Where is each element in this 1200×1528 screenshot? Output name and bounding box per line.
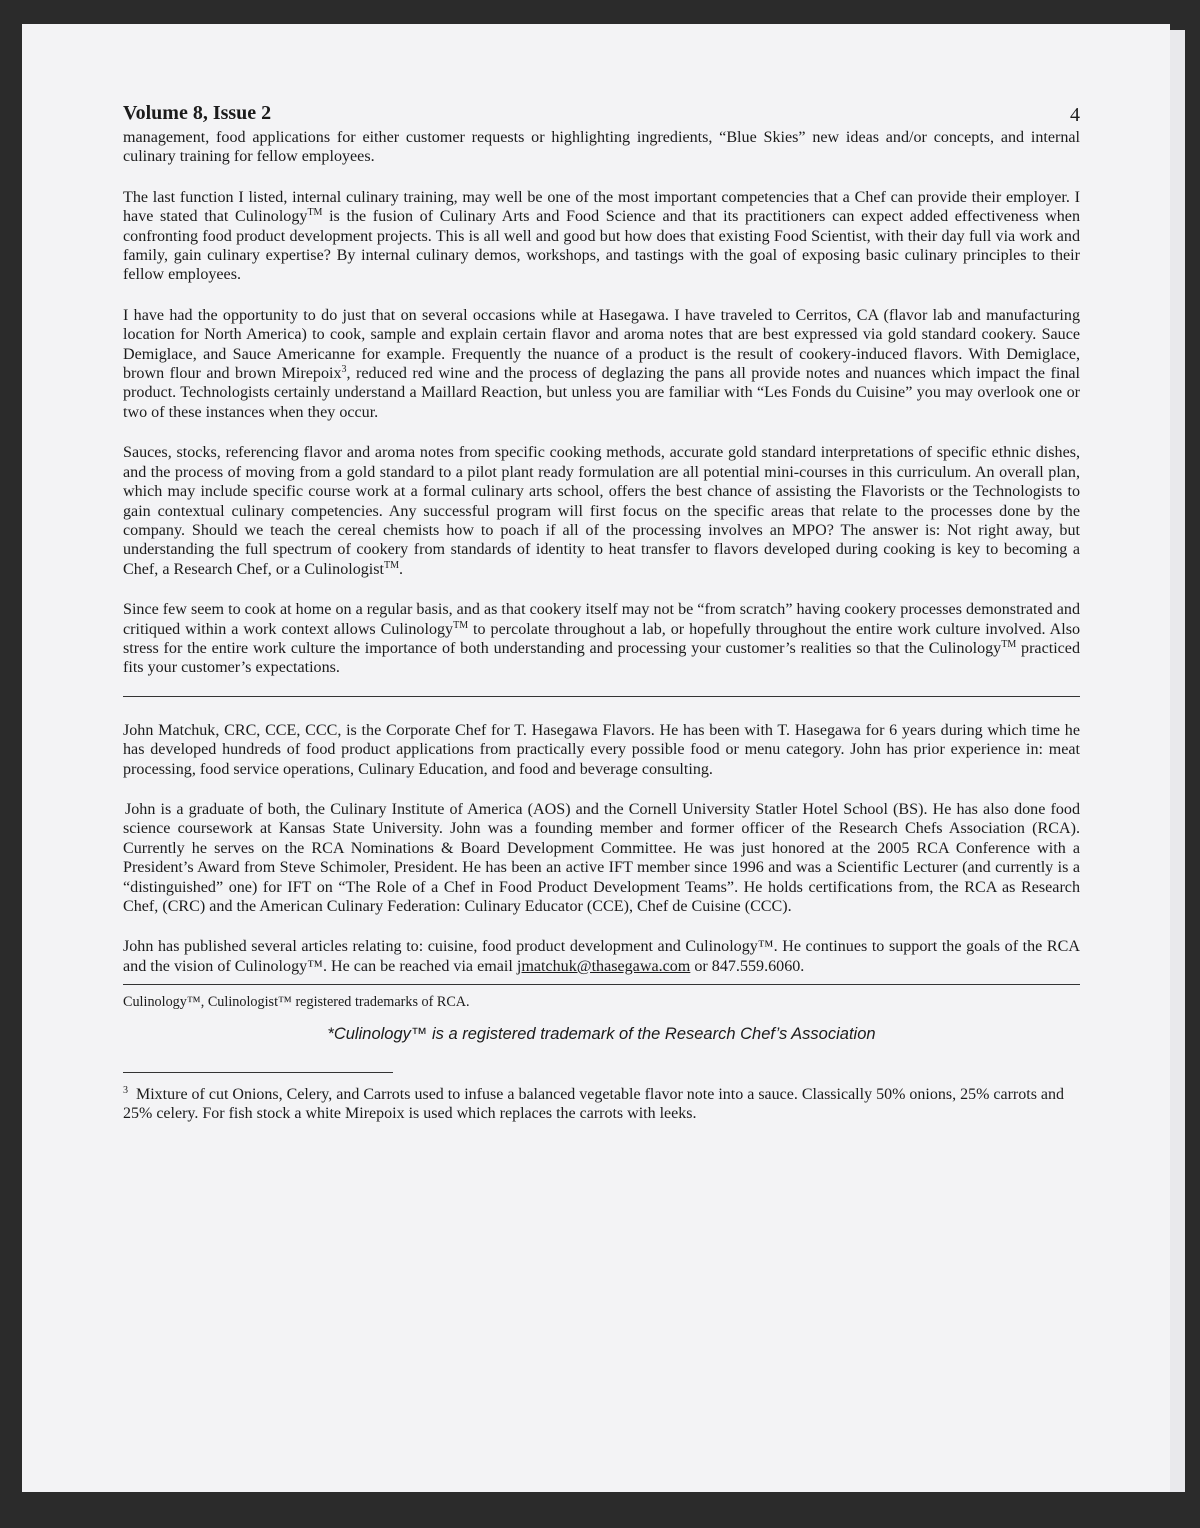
section-divider bbox=[123, 696, 1080, 697]
volume-issue-heading: Volume 8, Issue 2 bbox=[123, 102, 272, 124]
page-number: 4 bbox=[1070, 104, 1080, 126]
page-header bbox=[123, 104, 1080, 144]
article-paragraph-5: Since few seem to cook at home on a regular basis, and as that cookery itself may not be “from scratch” having cookery processes demonstrated and critiqued within a work context allows Culinology™ to percolate throughout a lab, or hopefully throughout the entire work culture involved. Also stress for the entire work culture the importance of both understanding and processing your customer’s realities so that the Culinology™ practiced fits your customer’s expectations. bbox=[123, 601, 1081, 677]
footnote-number: 3 bbox=[123, 1085, 128, 1097]
page-content bbox=[123, 104, 1080, 1124]
footnote bbox=[123, 1085, 1080, 1124]
article-paragraph-1: management, food applications for either customer requests or highlighting ingredients, “Blue Skies” new ideas and/or concepts, and internal culinary training for fellow employees. bbox=[123, 129, 1080, 166]
article-paragraph-2: The last function I listed, internal culinary training, may well be one of the most important competencies that a Chef can provide their employer. I have stated that Culinology™ is the fusion of Culinary Arts and Food Science and that its practitioners can expect added effectiveness when confronting food product development projects. This is all well and good but how does that existing Food Scientist, with their day full via work and family, gain culinary expertise? By internal culinary demos, workshops, and tastings with the goal of exposing basic culinary principles to their fellow employees. bbox=[123, 188, 1080, 284]
email-link[interactable]: jmatchuk@thasegawa.com bbox=[516, 957, 691, 975]
author-bio-paragraph-1: John Matchuk, CRC, CCE, CCC, is the Corporate Chef for T. Hasegawa Flavors. He has been with T. Hasegawa for 6 years during which time he has developed hundreds of food product applications from practically every possible food or menu category. John has prior experience in: meat processing, food service operations, Culinary Education, and food and beverage consulting. bbox=[123, 721, 1080, 778]
trademark-note: Culinology™, Culinologist™ registered trademarks of RCA. bbox=[123, 994, 470, 1011]
culinology-trademark-notice: *Culinology™ is a registered trademark of the Research Chef’s Association bbox=[327, 1024, 876, 1043]
footnote-text: Mixture of cut Onions, Celery, and Carrots used to infuse a balanced vegetable flavor note into a sauce. Classically 50% onions, 25% carrots and 25% celery. For fish stock a white Mirepoix is used which replaces the carrots with leeks. bbox=[123, 1086, 1065, 1123]
footnote-divider bbox=[123, 1072, 393, 1073]
author-bio-paragraph-3: John has published several articles relating to: cuisine, food product development and Culinology™. He continues to support the goals of the RCA and the vision of Culinology™. He can be reached via email jmatchuk@thasegawa.com or 847.559.6060. bbox=[123, 938, 1080, 975]
article-paragraph-3: I have had the opportunity to do just that on several occasions while at Hasegawa. I have traveled to Cerritos, CA (flavor lab and manufacturing location for North America) to cook, sample and explain certain flavor and aroma notes that are best expressed via gold standard cookery. Sauce Demiglace, and Sauce Americanne for example. Frequently the nuance of a product is the result of cookery-induced flavors. With Demiglace, brown flour and brown Mirepoix$^3$, reduced red wine and the process of deglazing the pans all provide notes and nuances which impact the final product. Technologists certainly understand a Maillard Reaction, but unless you are familiar with “Les Fonds du Cuisine” you may overlook one or two of these instances when they occur. bbox=[123, 306, 1080, 421]
article-paragraph-4: Sauces, stocks, referencing flavor and aroma notes from specific cooking methods, accurate gold standard interpretations of specific ethnic dishes, and the process of moving from a gold standard to a pilot plant ready formulation are all potential mini-courses in this curriculum. An overall plan, which may include specific course work at a formal culinary arts school, offers the best chance of assisting the Flavorists or the Technologists to gain contextual culinary competencies. Any successful program will first focus on the specific areas that relate to the processes done by the company. Should we teach the cereal chemists how to poach if all of the processing involves an MPO? The answer is: Not right away, but understanding the full spectrum of cookery from standards of identity to heat transfer to flavors developed during cooking is key to becoming a Chef, a Research Chef, or a Culinologist™. bbox=[123, 444, 1080, 578]
trademark-divider bbox=[123, 984, 1080, 985]
footnote-reference: 3 bbox=[341, 364, 347, 376]
author-bio-paragraph-2: John is a graduate of both, the Culinary Institute of America (AOS) and the Cornell University Statler Hotel School (BS). He has also done food science coursework at Kansas State University. John was a founding member and former officer of the Research Chefs Association (RCA). Currently he serves on the RCA Nominations & Board Development Committee. He was just honored at the 2005 RCA Conference with a President’s Award from Steve Schimoler, President. He has been an active IFT member since 1996 and was a Scientific Lecturer (and currently is a “distinguished” one) for IFT on “The Role of a Chef in Food Product Development Teams”. He holds certifications from, the RCA as Research Chef, (CRC) and the American Culinary Federation: Culinary Educator (CCE), Chef de Cuisine (CCC). bbox=[123, 800, 1080, 915]
